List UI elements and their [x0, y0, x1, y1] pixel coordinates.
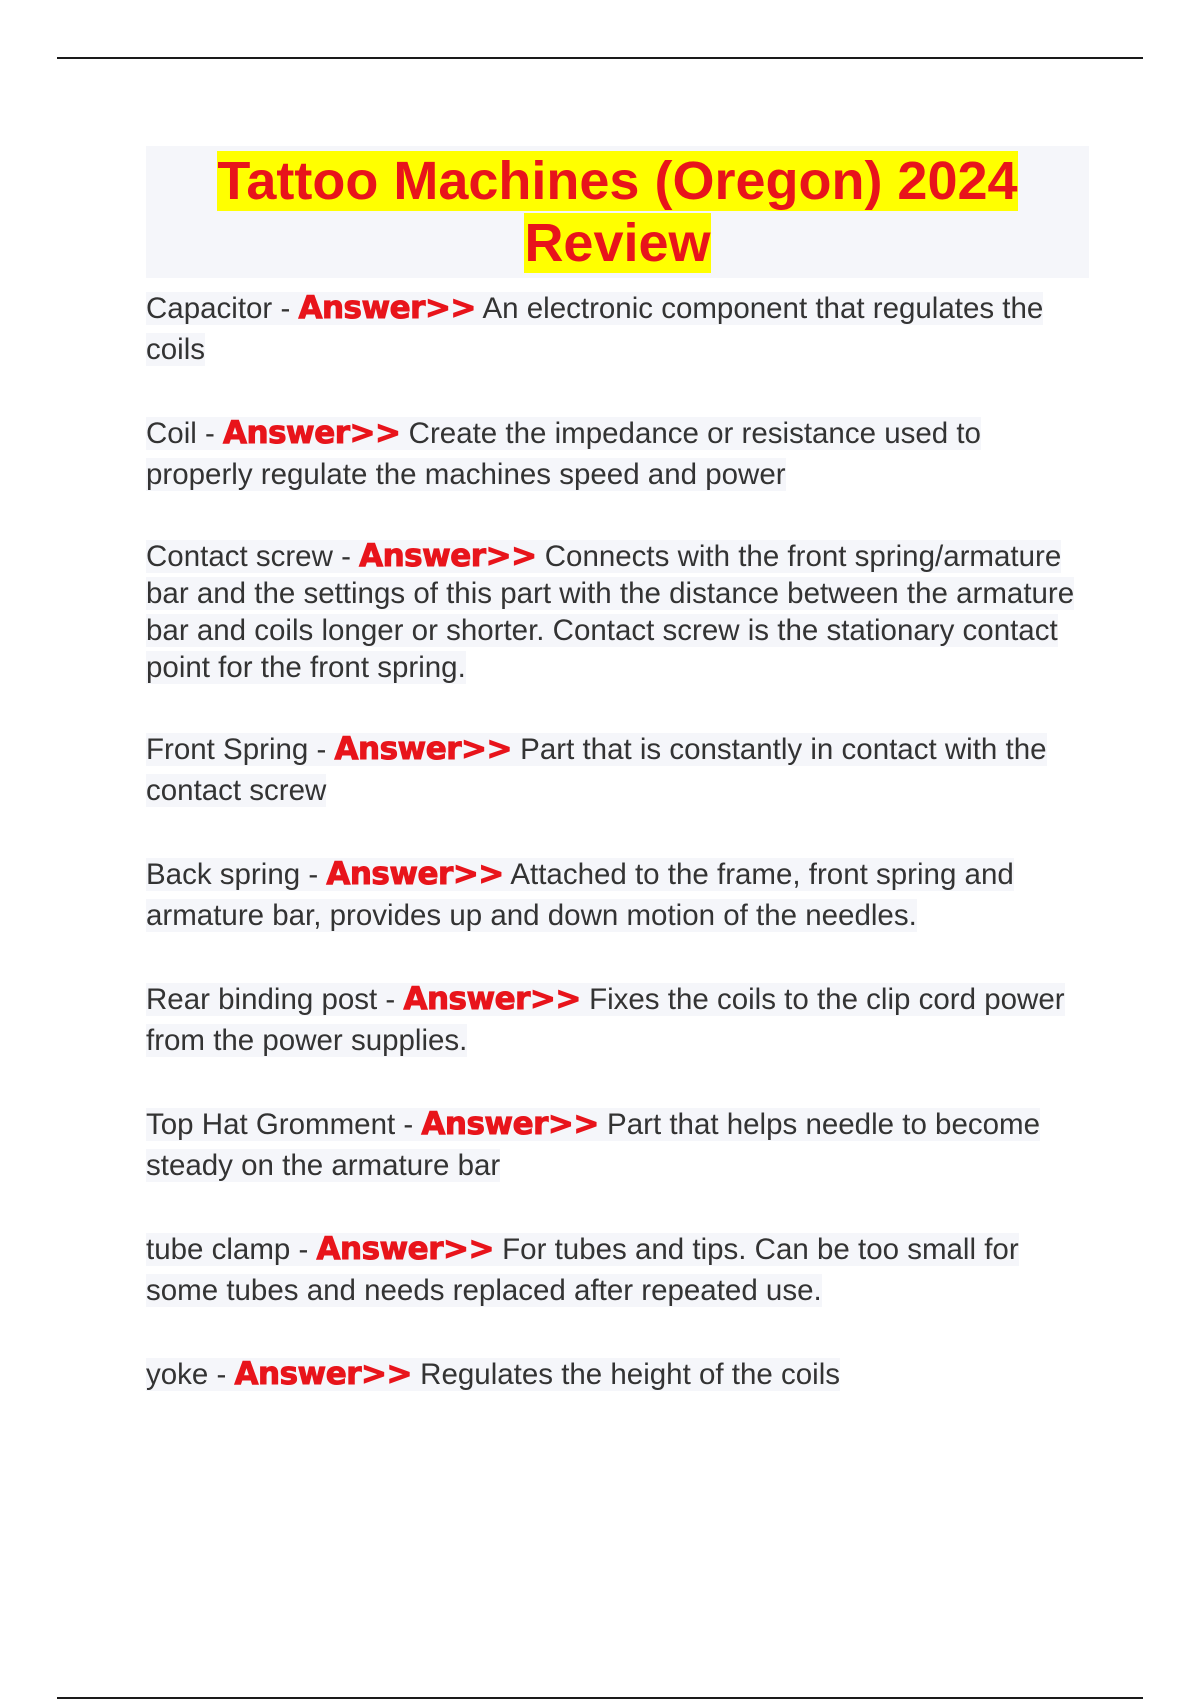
term: Rear binding post	[146, 983, 378, 1016]
qa-entry-top-hat-gromment	[146, 1104, 1089, 1186]
answer-marker: Answer>>	[298, 290, 476, 326]
answer-marker: Answer>>	[316, 1231, 494, 1267]
separator: -	[196, 417, 224, 450]
qa-entry-contact-screw	[146, 538, 1089, 686]
qa-entry-tube-clamp	[146, 1229, 1089, 1311]
separator: -	[272, 292, 299, 325]
definition: Part that helps needle to become steady on the armature bar	[146, 1108, 1040, 1182]
qa-entry-yoke	[146, 1354, 1089, 1395]
term: Front Spring	[146, 733, 309, 766]
answer-marker: Answer>>	[234, 1356, 412, 1392]
separator: -	[308, 733, 335, 766]
title-block	[146, 146, 1089, 278]
answer-marker: Answer>>	[421, 1106, 599, 1142]
document-title	[146, 150, 1089, 274]
separator: -	[332, 540, 360, 573]
term: tube clamp	[146, 1233, 291, 1266]
separator: -	[290, 1233, 317, 1266]
definition: Attached to the frame, front spring and armature bar, provides up and down motion of the needles.	[146, 858, 1014, 932]
definition: An electronic component that regulates the coils	[146, 292, 1044, 366]
separator: -	[395, 1108, 422, 1141]
header-rule	[57, 57, 1143, 59]
definition: Regulates the height of the coils	[411, 1358, 840, 1391]
term: Back spring	[146, 858, 301, 891]
answer-marker: Answer>>	[359, 538, 537, 574]
definition: Connects with the front spring/armature bar and the settings of this part with the distance between the armature bar and coils longer or shorter. Contact screw is the stationary contact point for the front spring.	[146, 540, 1075, 684]
answer-marker: Answer>>	[223, 415, 401, 451]
term: Contact screw	[146, 540, 333, 573]
footer-rule	[57, 1697, 1143, 1699]
document-body	[146, 146, 1089, 1438]
separator: -	[208, 1358, 235, 1391]
title-line-2: Review	[524, 213, 711, 273]
term: yoke	[146, 1358, 209, 1391]
definition: Create the impedance or resistance used to properly regulate the machines speed and power	[146, 417, 981, 491]
term: Coil	[146, 417, 197, 450]
qa-entry-coil	[146, 413, 1089, 495]
term: Top Hat Gromment	[146, 1108, 396, 1141]
separator: -	[300, 858, 327, 891]
separator: -	[377, 983, 404, 1016]
qa-entry-back-spring	[146, 854, 1089, 936]
qa-entry-front-spring	[146, 729, 1089, 811]
definition: For tubes and tips. Can be too small for some tubes and needs replaced after repeated use.	[146, 1233, 1019, 1307]
answer-marker: Answer>>	[403, 981, 581, 1017]
definition: Part that is constantly in contact with the contact screw	[146, 733, 1047, 807]
qa-entry-rear-binding-post	[146, 979, 1089, 1061]
definition: Fixes the coils to the clip cord power from the power supplies.	[146, 983, 1065, 1057]
qa-list	[146, 288, 1089, 1395]
qa-entry-capacitor	[146, 288, 1089, 370]
answer-marker: Answer>>	[334, 731, 512, 767]
answer-marker: Answer>>	[326, 856, 504, 892]
title-line-1: Tattoo Machines (Oregon) 2024	[217, 151, 1018, 211]
term: Capacitor	[146, 292, 273, 325]
